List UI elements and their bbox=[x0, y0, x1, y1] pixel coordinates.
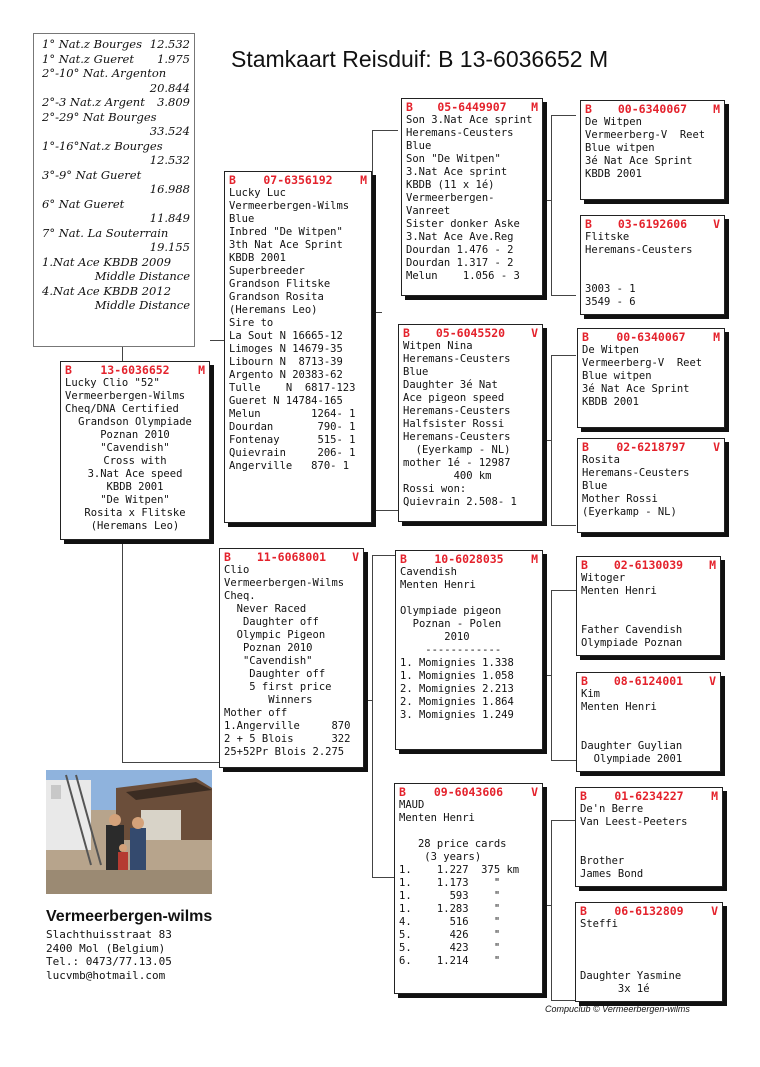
achievement-row bbox=[42, 66, 190, 81]
pedigree-line: Brother bbox=[580, 855, 625, 867]
pedigree-line bbox=[581, 727, 716, 740]
pedigree-line: Melun 1.056 - 3 bbox=[406, 270, 520, 282]
pedigree-line: Witoger bbox=[581, 572, 626, 584]
ring-number: 02-6218797 bbox=[616, 440, 686, 454]
ring-number: 03-6192606 bbox=[617, 217, 688, 231]
country-code: B bbox=[582, 440, 589, 454]
pedigree-line: Grandson Olympiade bbox=[78, 416, 192, 428]
pedigree-line: KBDB 2001 bbox=[585, 168, 642, 180]
achievement-label: 2°-10° Nat. Argenton bbox=[42, 66, 167, 80]
pedigree-line: Van Leest-Peeters bbox=[580, 816, 688, 828]
owner-city: 2400 Mol (Belgium) bbox=[46, 941, 166, 955]
pedigree-line: 1. 1.283 " bbox=[399, 903, 501, 915]
sex-code: M bbox=[713, 330, 720, 344]
pedigree-line: 3.Nat Ace Ave.Reg bbox=[406, 231, 514, 243]
pedigree-line: Never Raced bbox=[224, 603, 307, 615]
achievement-row bbox=[42, 197, 190, 212]
pedigree-line: Cheq/DNA Certified bbox=[65, 403, 179, 415]
pedigree-line: "Cavendish" bbox=[100, 442, 170, 454]
ring-header bbox=[400, 553, 538, 566]
achievement-row bbox=[42, 226, 190, 241]
achievement-label: 1° Nat.z Gueret bbox=[42, 51, 134, 66]
achievement-value: 12.532 bbox=[149, 37, 190, 51]
pedigree-line: Grandson Rosita bbox=[229, 291, 324, 303]
achievement-label: 1°-16°Nat.z Bourges bbox=[42, 138, 163, 153]
achievement-row bbox=[42, 298, 190, 313]
achievement-row bbox=[42, 95, 190, 110]
pedigree-line: Vermeerbergen-Wilms bbox=[224, 577, 345, 589]
pedigree-line: mother 1é - 12987 bbox=[403, 457, 511, 469]
pedigree-line: Olympic Pigeon bbox=[224, 629, 326, 641]
pedigree-line: Rosita bbox=[582, 454, 620, 466]
ring-number: 05-6449907 bbox=[437, 100, 507, 114]
achievement-row bbox=[42, 240, 190, 255]
ring-header bbox=[581, 675, 716, 688]
pedigree-line: Poznan - Polen bbox=[400, 618, 502, 630]
father-card bbox=[224, 171, 372, 523]
country-code: B bbox=[400, 552, 407, 566]
pedigree-line: (Eyerkamp - NL) bbox=[403, 444, 511, 456]
pedigree-line: 6. 1.214 " bbox=[399, 955, 501, 967]
pedigree-line: Flitske bbox=[585, 231, 630, 243]
pedigree-line bbox=[581, 611, 716, 624]
ring-header bbox=[65, 364, 205, 377]
pedigree-line: Son "De Witpen" bbox=[406, 153, 501, 165]
ring-header bbox=[585, 218, 720, 231]
owner-name: Vermeerbergen-wilms bbox=[46, 908, 213, 925]
ring-number: 10-6028035 bbox=[434, 552, 504, 566]
pedigree-line: Vermeerbergen-Wilms bbox=[65, 390, 186, 402]
pedigree-line: Lucky Clio "52" bbox=[65, 377, 160, 389]
pedigree-line: 2. Momignies 2.213 bbox=[400, 683, 514, 695]
page-title: Stamkaart Reisduif: B 13-6036652 M bbox=[231, 46, 609, 72]
pedigree-line: "De Witpen" bbox=[100, 494, 170, 506]
sex-code: V bbox=[713, 217, 720, 231]
ring-number: 11-6068001 bbox=[256, 550, 327, 564]
pedigree-line: Menten Henri bbox=[581, 585, 657, 597]
pedigree-line: 1. 1.227 375 km bbox=[399, 864, 520, 876]
pedigree-line: MAUD bbox=[399, 799, 425, 811]
achievement-value: 3.809 bbox=[157, 95, 190, 109]
pedigree-line: Limoges N 14679-35 bbox=[229, 343, 343, 355]
ring-header bbox=[582, 331, 720, 344]
owner-phone: Tel.: 0473/77.13.05 bbox=[46, 955, 172, 968]
country-code: B bbox=[406, 100, 413, 114]
pedigree-line: Gueret N 14784-165 bbox=[229, 395, 343, 407]
country-code: B bbox=[65, 363, 72, 377]
pedigree-line: (Heremans Leo) bbox=[229, 304, 318, 316]
pedigree-line: Blue witpen bbox=[585, 142, 655, 154]
pedigree-line bbox=[580, 944, 718, 957]
ring-header bbox=[580, 790, 718, 803]
country-code: B bbox=[581, 558, 588, 572]
achievement-value: 19.155 bbox=[149, 240, 190, 254]
pedigree-line bbox=[581, 598, 716, 611]
sex-code: M bbox=[709, 558, 716, 572]
ring-number: 07-6356192 bbox=[263, 173, 333, 187]
achievement-row bbox=[42, 52, 190, 67]
pedigree-line: Heremans-Ceusters bbox=[403, 405, 511, 417]
pedigree-line: De'n Berre bbox=[580, 803, 644, 815]
great-grandparent-card-5 bbox=[576, 556, 721, 656]
achievement-row bbox=[42, 168, 190, 183]
achievement-label: 1.Nat Ace KBDB 2009 bbox=[42, 254, 172, 269]
pedigree-line: Tulle N 6817-123 bbox=[229, 382, 356, 394]
achievement-value: 16.988 bbox=[149, 182, 190, 196]
pedigree-line: Heremans-Ceusters bbox=[403, 431, 511, 443]
sex-code: M bbox=[711, 789, 718, 803]
pedigree-line: Blue bbox=[229, 213, 255, 225]
pedigree-line bbox=[580, 842, 718, 855]
pedigree-line: 3.Nat Ace speed bbox=[87, 468, 183, 480]
achievement-value: 12.532 bbox=[149, 153, 190, 167]
sex-code: V bbox=[709, 674, 716, 688]
pedigree-line: 5. 426 " bbox=[399, 929, 501, 941]
pedigree-line: Olympiade pigeon bbox=[400, 605, 502, 617]
pedigree-line: Inbred "De Witpen" bbox=[229, 226, 343, 238]
pedigree-line: Daughter Guylian bbox=[581, 740, 683, 752]
pedigree-line: (3 years) bbox=[399, 851, 482, 863]
achievement-label: 6° Nat Gueret bbox=[42, 196, 125, 211]
ring-header bbox=[585, 103, 720, 116]
achievement-row bbox=[42, 269, 190, 284]
paternal-grandfather-card bbox=[401, 98, 543, 296]
pedigree-line: Menten Henri bbox=[400, 579, 476, 591]
sex-code: M bbox=[198, 363, 205, 377]
pedigree-line: Dourdan 790- 1 bbox=[229, 421, 356, 433]
pedigree-line: 5 first price bbox=[224, 681, 332, 693]
pedigree-line: 1. 593 " bbox=[399, 890, 501, 902]
pedigree-line: Mother off bbox=[224, 707, 288, 719]
pedigree-line: Blue witpen bbox=[582, 370, 652, 382]
pedigree-line: Vermeerbergen-Wilms bbox=[229, 200, 350, 212]
great-grandparent-card-6 bbox=[576, 672, 721, 772]
achievement-value: 11.849 bbox=[149, 211, 190, 225]
pedigree-line: Daughter Yasmine bbox=[580, 970, 682, 982]
pedigree-line: Blue bbox=[406, 140, 432, 152]
ring-number: 13-6036652 bbox=[100, 363, 170, 377]
pedigree-line: Melun 1264- 1 bbox=[229, 408, 356, 420]
pedigree-line: KBDB 2001 bbox=[229, 252, 286, 264]
pedigree-line: 400 km bbox=[403, 470, 492, 482]
ring-header bbox=[229, 174, 367, 187]
achievements-panel bbox=[33, 33, 195, 347]
pedigree-line: De Witpen bbox=[585, 116, 642, 128]
ring-number: 09-6043606 bbox=[433, 785, 504, 799]
subject-pigeon-card bbox=[60, 361, 210, 540]
country-code: B bbox=[403, 326, 410, 340]
achievement-row bbox=[42, 81, 190, 96]
maternal-grandfather-card bbox=[395, 550, 543, 750]
achievement-row bbox=[42, 211, 190, 226]
pedigree-line: Daughter off bbox=[224, 616, 319, 628]
credit-line: Compuclub © Vermeerbergen-wilms bbox=[545, 1004, 690, 1014]
pedigree-line: 1. Momignies 1.338 bbox=[400, 657, 514, 669]
pedigree-line: 3. Momignies 1.249 bbox=[400, 709, 514, 721]
pedigree-line: Witpen Nina bbox=[403, 340, 473, 352]
ring-number: 00-6340067 bbox=[617, 102, 688, 116]
pedigree-line bbox=[399, 825, 538, 838]
pedigree-line: 2010 bbox=[400, 631, 470, 643]
pedigree-line: Winners bbox=[224, 694, 313, 706]
pedigree-line: Poznan 2010 bbox=[224, 642, 313, 654]
achievement-value: 1.975 bbox=[157, 51, 190, 66]
pedigree-line: Menten Henri bbox=[581, 701, 657, 713]
pedigree-line: 1.Angerville 870 bbox=[224, 720, 351, 732]
achievement-row bbox=[42, 284, 190, 299]
country-code: B bbox=[585, 217, 592, 231]
ring-number: 06-6132809 bbox=[614, 904, 684, 918]
pedigree-line: Cross with bbox=[103, 455, 167, 467]
pedigree-line: Dourdan 1.317 - 2 bbox=[406, 257, 514, 269]
mother-card bbox=[219, 548, 364, 768]
pedigree-line bbox=[580, 957, 718, 970]
owner-street: Slachthuisstraat 83 bbox=[46, 928, 172, 941]
owner-email[interactable]: lucvmb@hotmail.com bbox=[46, 968, 166, 982]
pedigree-line: Heremans-Ceusters bbox=[582, 467, 690, 479]
pedigree-line: Grandson Flitske bbox=[229, 278, 331, 290]
sex-code: M bbox=[531, 100, 538, 114]
great-grandparent-card-7 bbox=[575, 787, 723, 887]
great-grandparent-card-4 bbox=[577, 438, 725, 533]
country-code: B bbox=[580, 789, 587, 803]
pedigree-line: 4. 516 " bbox=[399, 916, 501, 928]
achievement-label: 7° Nat. La Souterrain bbox=[42, 225, 169, 240]
pedigree-line: Quievrain 2.508- 1 bbox=[403, 496, 517, 508]
pedigree-line bbox=[580, 931, 718, 944]
sex-code: V bbox=[711, 904, 718, 918]
pedigree-line: Mother Rossi bbox=[582, 493, 658, 505]
pedigree-line: 1. 1.173 " bbox=[399, 877, 501, 889]
ring-number: 00-6340067 bbox=[616, 330, 686, 344]
country-code: B bbox=[582, 330, 589, 344]
ring-number: 01-6234227 bbox=[614, 789, 684, 803]
great-grandparent-card-2 bbox=[580, 215, 725, 315]
ring-header bbox=[582, 441, 720, 454]
country-code: B bbox=[580, 904, 587, 918]
sex-code: V bbox=[713, 440, 720, 454]
pedigree-line: 3th Nat Ace Sprint bbox=[229, 239, 343, 251]
maternal-grandmother-card bbox=[394, 783, 543, 994]
pedigree-line: 3é Nat Ace Sprint bbox=[582, 383, 690, 395]
pedigree-line: Poznan 2010 bbox=[100, 429, 170, 441]
achievement-value: 33.524 bbox=[149, 124, 190, 138]
pedigree-line: Quievrain 206- 1 bbox=[229, 447, 356, 459]
ring-number: 05-6045520 bbox=[435, 326, 506, 340]
ring-header bbox=[403, 327, 538, 340]
sex-code: M bbox=[531, 552, 538, 566]
achievement-label: 3°-9° Nat Gueret bbox=[42, 167, 142, 182]
pedigree-line: Halfsister Rossi bbox=[403, 418, 505, 430]
owner-family-photo bbox=[46, 770, 212, 894]
ring-header bbox=[406, 101, 538, 114]
achievement-value: Middle Distance bbox=[94, 269, 190, 283]
achievement-row bbox=[42, 182, 190, 197]
pedigree-line: Olympiade 2001 bbox=[581, 753, 683, 765]
pedigree-line: KBDB (11 x 1é) bbox=[406, 179, 495, 191]
pedigree-line: ------------ bbox=[400, 644, 502, 656]
country-code: B bbox=[224, 550, 231, 564]
pedigree-line: Daughter off bbox=[224, 668, 326, 680]
sex-code: V bbox=[352, 550, 359, 564]
pedigree-line: Blue bbox=[403, 366, 429, 378]
country-code: B bbox=[581, 674, 588, 688]
pedigree-line: KBDB 2001 bbox=[106, 481, 164, 493]
achievement-value: Middle Distance bbox=[94, 298, 190, 312]
pedigree-line: 3é Nat Ace Sprint bbox=[585, 155, 693, 167]
ring-header bbox=[581, 559, 716, 572]
pedigree-line: Vanreet bbox=[406, 205, 451, 217]
pedigree-line: La Sout N 16665-12 bbox=[229, 330, 343, 342]
sex-code: M bbox=[360, 173, 367, 187]
pedigree-line: Heremans-Ceusters bbox=[585, 244, 693, 256]
pedigree-line bbox=[585, 257, 720, 270]
pedigree-line: Sister donker Aske bbox=[406, 218, 520, 230]
pedigree-line bbox=[400, 592, 538, 605]
achievement-value: 20.844 bbox=[149, 80, 190, 95]
pedigree-line: Vermeerbergen- bbox=[406, 192, 495, 204]
country-code: B bbox=[399, 785, 406, 799]
pedigree-line: Cavendish bbox=[400, 566, 457, 578]
pedigree-line: Kim bbox=[581, 688, 600, 700]
pedigree-line: Superbreeder bbox=[229, 265, 305, 277]
country-code: B bbox=[585, 102, 592, 116]
achievement-label: 1° Nat.z Bourges bbox=[42, 37, 142, 51]
pedigree-line: 1. Momignies 1.058 bbox=[400, 670, 514, 682]
achievement-row bbox=[42, 153, 190, 168]
ring-header bbox=[399, 786, 538, 799]
achievement-label: 2°-3 Nat.z Argent bbox=[42, 95, 145, 109]
pedigree-line: Heremans-Ceusters bbox=[403, 353, 511, 365]
pedigree-line: 28 price cards bbox=[399, 838, 507, 850]
sex-code: M bbox=[713, 102, 720, 116]
pedigree-line: Ace pigeon speed bbox=[403, 392, 505, 404]
pedigree-line: James Bond bbox=[580, 868, 644, 880]
achievement-row bbox=[42, 37, 190, 52]
pedigree-line bbox=[585, 270, 720, 283]
ring-number: 02-6130039 bbox=[613, 558, 684, 572]
pedigree-line bbox=[580, 829, 718, 842]
pedigree-line: Blue bbox=[582, 480, 608, 492]
pedigree-line: Fontenay 515- 1 bbox=[229, 434, 356, 446]
pedigree-line: "Cavendish" bbox=[224, 655, 313, 667]
pedigree-line: Father Cavendish bbox=[581, 624, 683, 636]
pedigree-line: Vermeerberg-V Reet bbox=[585, 129, 706, 141]
pedigree-line: Argento N 20383-62 bbox=[229, 369, 343, 381]
pedigree-line: Vermeerberg-V Reet bbox=[582, 357, 703, 369]
pedigree-line bbox=[581, 714, 716, 727]
pedigree-line: Rosita x Flitske bbox=[84, 507, 186, 519]
sex-code: V bbox=[531, 785, 538, 799]
achievement-label: 4.Nat Ace KBDB 2012 bbox=[42, 283, 172, 298]
achievement-row bbox=[42, 124, 190, 139]
pedigree-line: Libourn N 8713-39 bbox=[229, 356, 343, 368]
pedigree-line: Dourdan 1.476 - 2 bbox=[406, 244, 514, 256]
pedigree-line: 2. Momignies 1.864 bbox=[400, 696, 514, 708]
great-grandparent-card-8 bbox=[575, 902, 723, 1002]
pedigree-line: KBDB 2001 bbox=[582, 396, 639, 408]
sex-code: V bbox=[531, 326, 538, 340]
pedigree-line: 3.Nat Ace sprint bbox=[406, 166, 508, 178]
pedigree-line: Sire to bbox=[229, 317, 274, 329]
pedigree-line: 2 + 5 Blois 322 bbox=[224, 733, 351, 745]
great-grandparent-card-1 bbox=[580, 100, 725, 200]
pedigree-line: Angerville 870- 1 bbox=[229, 460, 350, 472]
pedigree-line: Clio bbox=[224, 564, 250, 576]
pedigree-line: Cheq. bbox=[224, 590, 256, 602]
pedigree-line: 25+52Pr Blois 2.275 bbox=[224, 746, 345, 758]
achievement-row bbox=[42, 255, 190, 270]
pedigree-line: Heremans-Ceusters bbox=[406, 127, 514, 139]
pedigree-line: Menten Henri bbox=[399, 812, 475, 824]
pedigree-line: Olympiade Poznan bbox=[581, 637, 683, 649]
pedigree-line: 3003 - 1 bbox=[585, 283, 636, 295]
country-code: B bbox=[229, 173, 236, 187]
paternal-grandmother-card bbox=[398, 324, 543, 522]
pedigree-line: (Eyerkamp - NL) bbox=[582, 506, 677, 518]
pedigree-line: Daughter 3é Nat bbox=[403, 379, 498, 391]
achievement-row bbox=[42, 139, 190, 154]
pedigree-line: (Heremans Leo) bbox=[90, 520, 180, 532]
achievement-label: 2°-29° Nat Bourges bbox=[42, 109, 157, 124]
pedigree-line: 5. 423 " bbox=[399, 942, 501, 954]
pedigree-line: Steffi bbox=[580, 918, 618, 930]
achievement-row bbox=[42, 110, 190, 125]
pedigree-line: 3549 - 6 bbox=[585, 296, 636, 308]
owner-info bbox=[46, 906, 212, 982]
pedigree-line: Son 3.Nat Ace sprint bbox=[406, 114, 533, 126]
pedigree-line: De Witpen bbox=[582, 344, 639, 356]
ring-number: 08-6124001 bbox=[613, 674, 684, 688]
pedigree-line: 3x 1é bbox=[580, 983, 650, 995]
ring-header bbox=[224, 551, 359, 564]
pedigree-line: Rossi won: bbox=[403, 483, 467, 495]
ring-header bbox=[580, 905, 718, 918]
pedigree-line: Lucky Luc bbox=[229, 187, 286, 199]
great-grandparent-card-3 bbox=[577, 328, 725, 428]
